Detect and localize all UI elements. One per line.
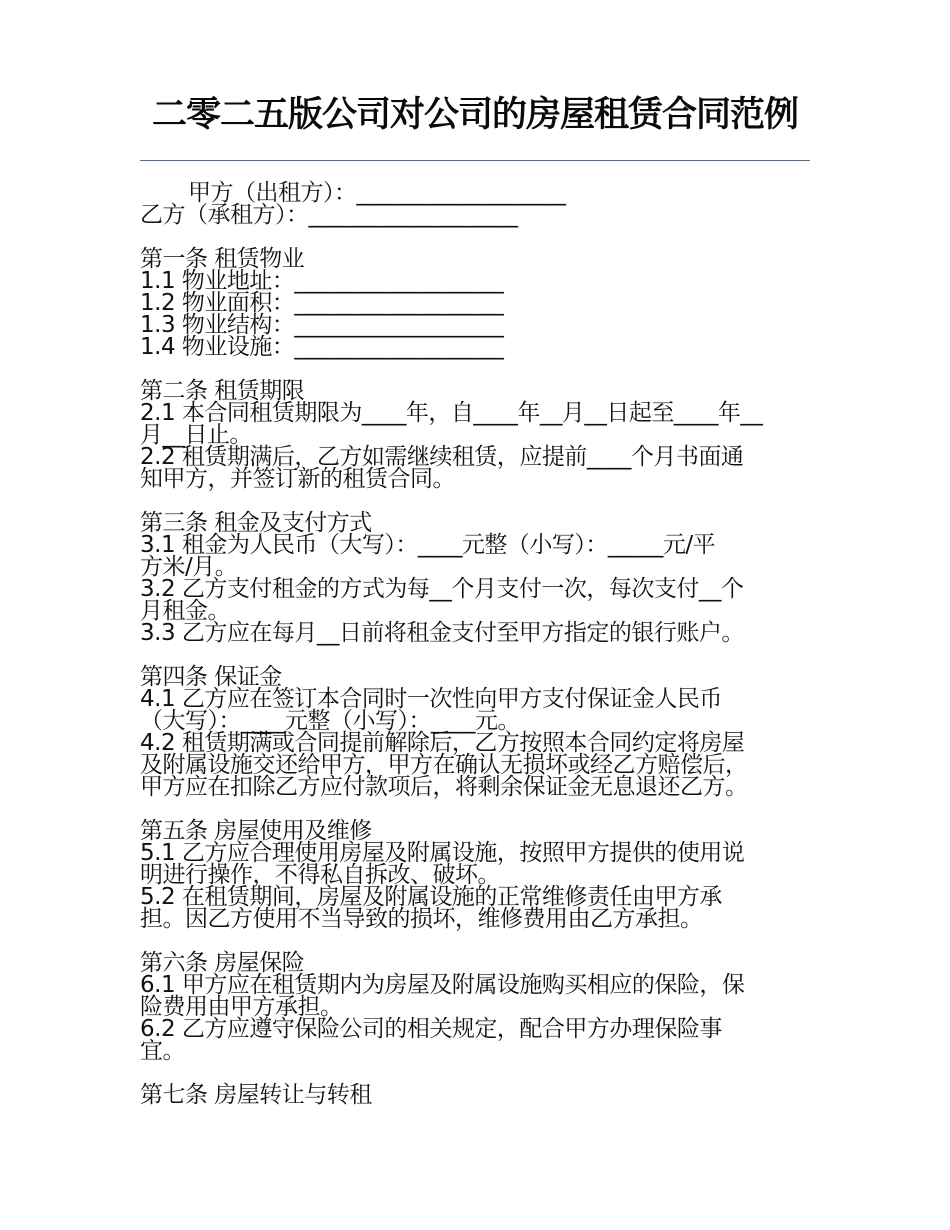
document-title: 二零二五版公司对公司的房屋租赁合同范例 [151,95,798,135]
clause-line: 及附属设施交还给甲方，甲方在确认无损坏或经乙方赔偿后， [140,752,748,778]
section-heading: 第七条 房屋转让与转租 [140,1082,372,1108]
clause-line: 4.2 租赁期满或合同提前解除后，乙方按照本合同约定将房屋 [140,730,745,756]
spacer [140,644,810,666]
section-7 [140,1084,810,1106]
section-heading: 第一条 租赁物业 [140,246,305,272]
clause-line: 6.1 甲方应在租赁期内为房屋及附属设施购买相应的保险，保 [140,972,745,998]
clause-line: 方米/月。 [140,554,238,580]
spacer [140,490,810,512]
clause-line: 3.2 乙方支付租金的方式为每__个月支付一次，每次支付__个 [140,576,744,602]
clause-line: 1.1 物业地址：___________________ [140,268,504,294]
section-heading: 第三条 租金及支付方式 [140,510,372,536]
section-1 [140,248,810,358]
clause-line: 5.2 在租赁期间，房屋及附属设施的正常维修责任由甲方承 [140,884,722,910]
clause-line: 3.3 乙方应在每月__日前将租金支付至甲方指定的银行账户。 [140,620,744,646]
clause-line: 月租金。 [140,598,230,624]
section-heading: 第五条 房屋使用及维修 [140,818,372,844]
spacer [140,798,810,820]
section-6 [140,952,810,1062]
section-heading: 第六条 房屋保险 [140,950,305,976]
clause-line: 险费用由甲方承担。 [140,994,343,1020]
section-3 [140,512,810,644]
spacer [140,358,810,380]
clause-line: 月__日止。 [140,422,252,448]
clause-line: （大写）：____元整（小写）：____元。 [140,708,520,734]
clause-line: 3.1 租金为人民币（大写）：____元整（小写）：_____元/平 [140,532,716,558]
spacer [140,226,810,248]
spacer [140,1062,810,1084]
clause-line: 2.1 本合同租赁期限为____年，自____年__月__日起至____年__ [140,400,763,426]
lessor-line: 甲方（出租方）：___________________ [188,180,566,206]
section-heading: 第四条 保证金 [140,664,282,690]
title-underline [140,160,810,161]
section-4 [140,666,810,798]
clause-line: 6.2 乙方应遵守保险公司的相关规定，配合甲方办理保险事 [140,1016,722,1042]
section-heading: 第二条 租赁期限 [140,378,305,404]
clause-line: 甲方应在扣除乙方应付款项后，将剩余保证金无息退还乙方。 [140,774,748,800]
clause-line: 4.1 乙方应在签订本合同时一次性向甲方支付保证金人民币 [140,686,722,712]
clause-line: 知甲方，并签订新的租赁合同。 [140,466,455,492]
section-2 [140,380,810,490]
section-5 [140,820,810,930]
clause-line: 1.4 物业设施：___________________ [140,334,504,360]
clause-line: 1.2 物业面积：___________________ [140,290,504,316]
clause-line: 宜。 [140,1038,185,1064]
clause-line: 1.3 物业结构：___________________ [140,312,504,338]
clause-line: 2.2 租赁期满后，乙方如需继续租赁，应提前____个月书面通 [140,444,744,470]
clause-line: 5.1 乙方应合理使用房屋及附属设施，按照甲方提供的使用说 [140,840,745,866]
spacer [140,930,810,952]
clause-line: 担。因乙方使用不当导致的损坏，维修费用由乙方承担。 [140,906,703,932]
contract-body [140,182,810,1106]
clause-line: 明进行操作，不得私自拆改、破坏。 [140,862,500,888]
lessee-line: 乙方（承租方）：___________________ [140,202,518,228]
